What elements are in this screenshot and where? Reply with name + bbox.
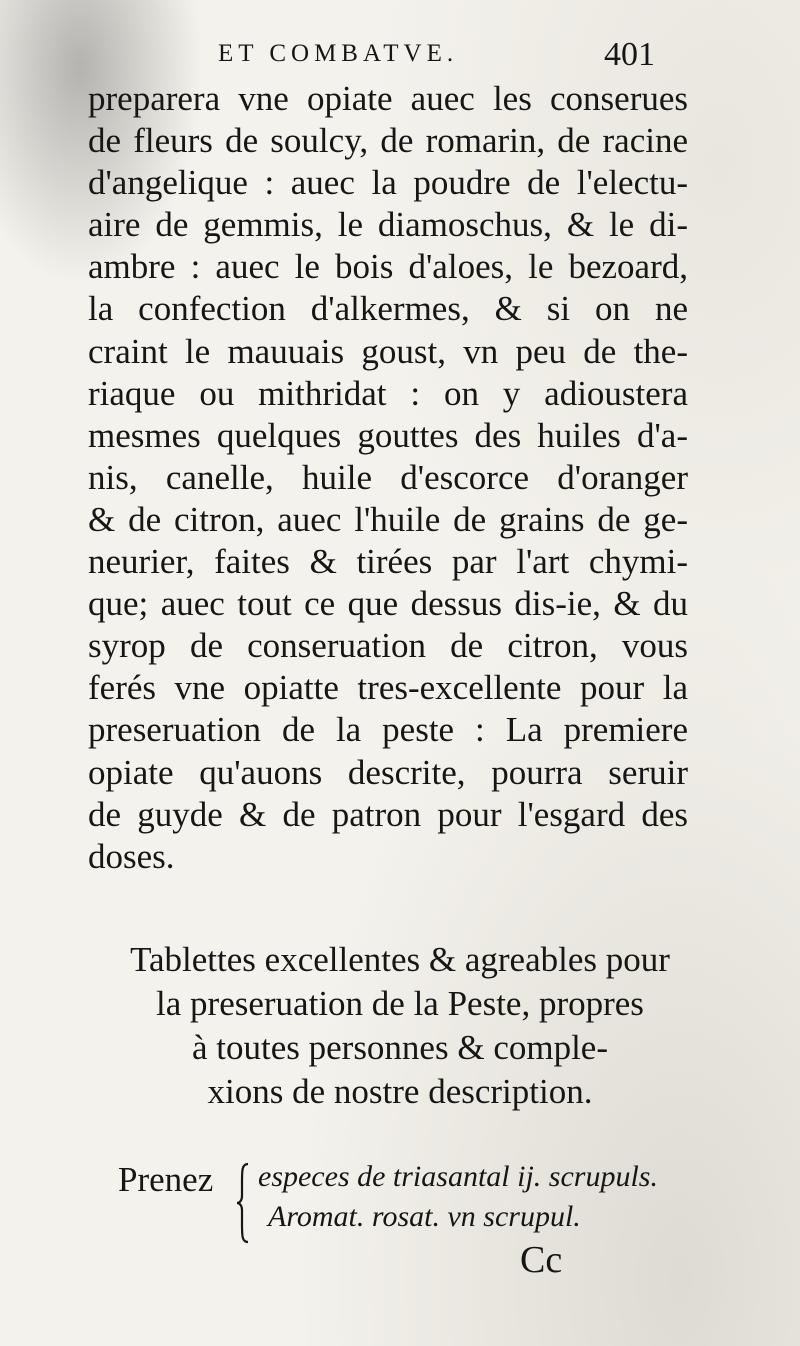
recipe-verb: Prenez — [118, 1160, 214, 1199]
signature-mark: Cc — [520, 1239, 563, 1281]
text-line: de guyde & de patron pour l'esgard des — [88, 794, 688, 834]
text-line: ferés vne opiatte tres-excellente pour la — [88, 668, 688, 708]
text-line: ambre : auec le bois d'aloes, le bezoard, — [88, 247, 688, 287]
text-line: mesmes quelques gouttes des huiles d'a- — [88, 415, 688, 455]
section-heading — [70, 938, 730, 1114]
text-line: la confection d'alkermes, & si on ne — [88, 289, 688, 329]
text-line: doses. — [88, 836, 175, 876]
text-line: craint le mauuais goust, vn peu de the- — [88, 331, 688, 371]
text-line: nis, canelle, huile d'escorce d'oranger — [88, 457, 688, 497]
text-line: d'angelique : auec la poudre de l'electu- — [88, 163, 688, 203]
text-line: opiate qu'auons descrite, pourra seruir — [88, 752, 688, 792]
text-line: preseruation de la peste : La premiere — [88, 710, 688, 750]
heading-line: la preseruation de la Peste, propres — [156, 984, 644, 1023]
text-line: de fleurs de soulcy, de romarin, de racine — [88, 121, 688, 161]
heading-line: à toutes personnes & comple- — [191, 1028, 608, 1067]
text-line: syrop de conseruation de citron, vous — [88, 626, 688, 666]
recipe-ingredient: especes de triasantal ij. scrupuls. — [258, 1160, 658, 1193]
text-line: preparera vne opiate auec les conserues — [88, 79, 688, 118]
recipe-ingredient: Aromat. rosat. vn scrupul. — [268, 1200, 581, 1233]
text-line: riaque ou mithridat : on y adioustera — [88, 373, 688, 413]
running-head: ET COMBATVE. — [218, 40, 459, 67]
body-text — [88, 78, 688, 878]
brace-icon — [236, 1162, 250, 1244]
text-line: neurier, faites & tirées par l'art chymi- — [88, 542, 688, 582]
page-number: 401 — [604, 36, 655, 73]
recipe-block — [118, 1158, 698, 1238]
heading-line: Tablettes excellentes & agreables pour — [130, 940, 670, 979]
text-line: & de citron, auec l'huile de grains de ge- — [88, 499, 688, 539]
text-line: que; auec tout ce que dessus dis-ie, & du — [88, 584, 688, 624]
heading-line: xions de nostre description. — [207, 1072, 593, 1111]
text-line: aire de gemmis, le diamoschus, & le di- — [88, 205, 688, 245]
